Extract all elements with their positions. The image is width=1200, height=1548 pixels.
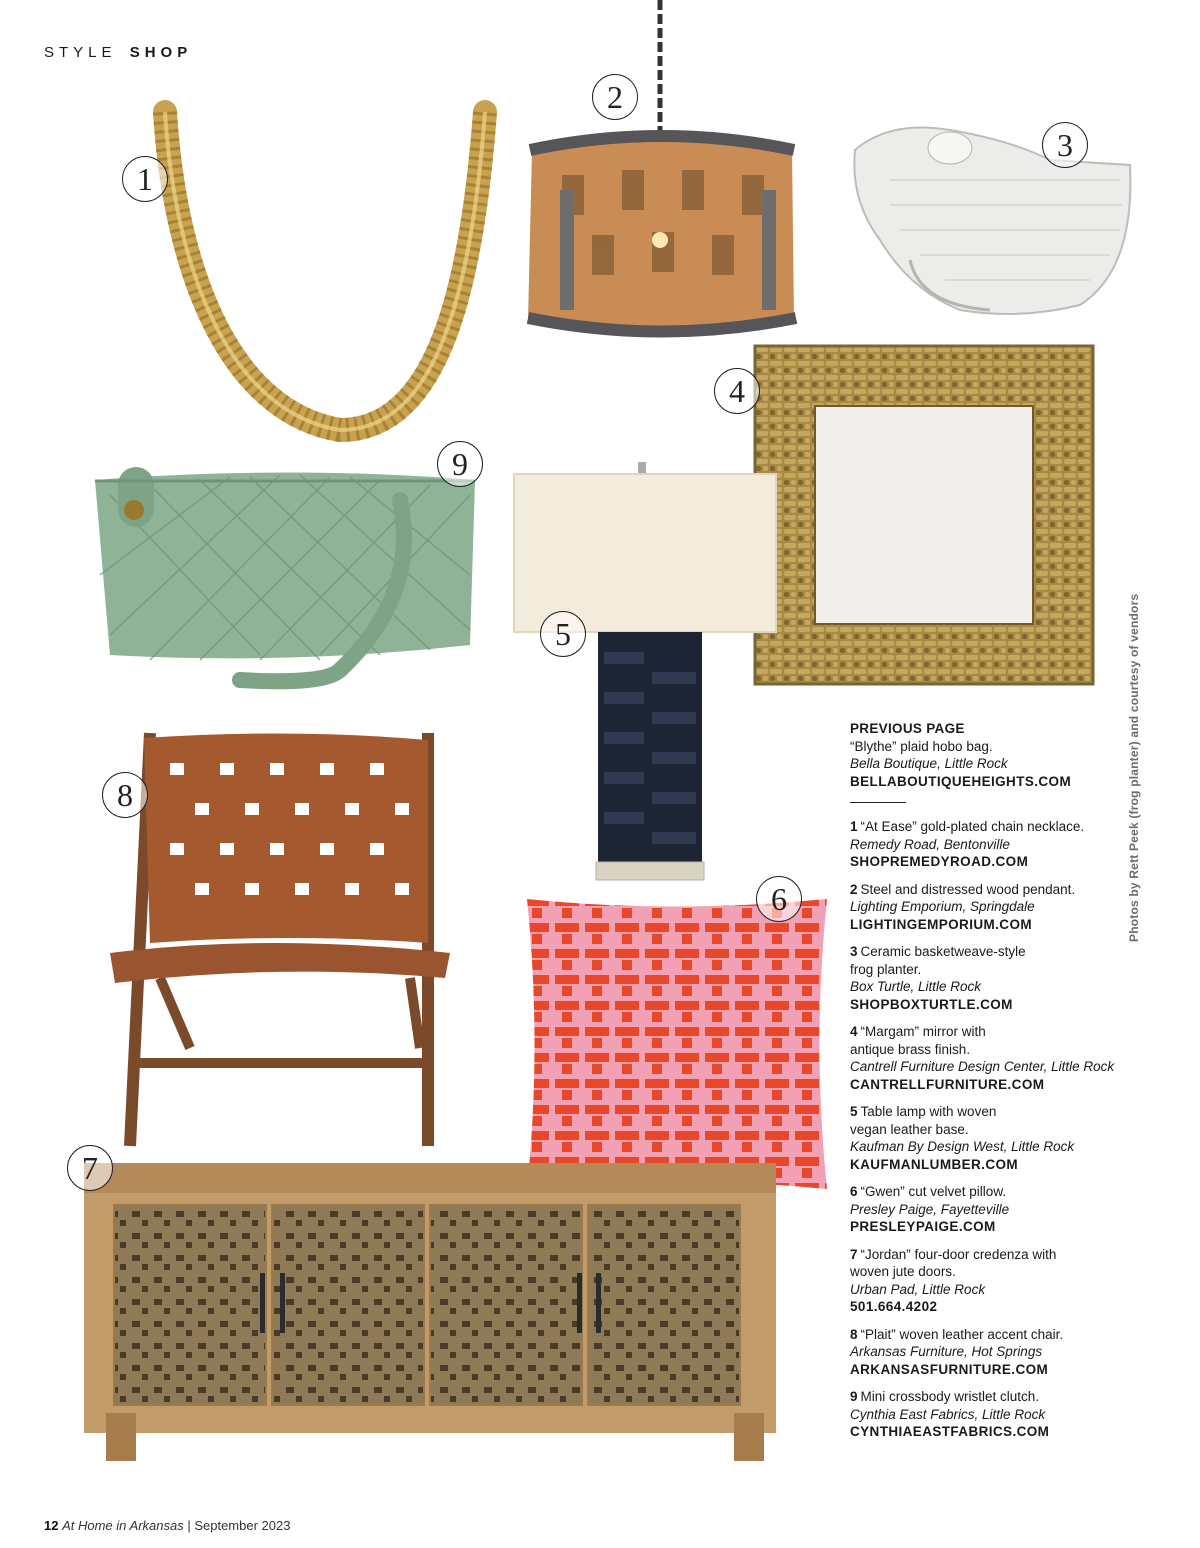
section-header xyxy=(44,44,192,61)
credit-number: 2 xyxy=(850,881,858,897)
credit-store: Cynthia East Fabrics, Little Rock xyxy=(850,1406,1046,1422)
item-number-badge: 9 xyxy=(437,441,483,487)
previous-page-store: Bella Boutique, Little Rock xyxy=(850,756,1008,771)
page-footer xyxy=(44,1518,290,1533)
item-number-badge: 1 xyxy=(122,156,168,202)
item-number-badge: 8 xyxy=(102,772,148,818)
issue-date: September 2023 xyxy=(194,1518,291,1533)
credit-description: “Gwen” cut velvet pillow. xyxy=(860,1184,1007,1199)
credit-url: PRESLEYPAIGE.COM xyxy=(850,1219,996,1234)
item-number-badge: 2 xyxy=(592,74,638,120)
credit-url: LIGHTINGEMPORIUM.COM xyxy=(850,916,1032,932)
credit-entry xyxy=(850,1246,1150,1316)
credit-description: “Plait” woven leather accent chair. xyxy=(860,1326,1064,1342)
credit-store: Box Turtle, Little Rock xyxy=(850,979,982,994)
credit-url: 501.664.4202 xyxy=(850,1299,938,1314)
credit-number: 8 xyxy=(850,1326,858,1342)
credit-entry xyxy=(850,881,1150,934)
credit-number: 9 xyxy=(850,1389,858,1404)
item-number-badge: 3 xyxy=(1042,122,1088,168)
credit-description: Steel and distressed wood pendant. xyxy=(860,881,1076,897)
credit-entry xyxy=(850,1183,1150,1236)
page-number: 12 xyxy=(44,1518,59,1533)
previous-page-item: “Blythe” plaid hobo bag. xyxy=(850,738,993,754)
previous-page-title: PREVIOUS PAGE xyxy=(850,721,965,736)
credit-entry xyxy=(850,1103,1150,1173)
photo-credit: Photos by Rett Peek (frog planter) and courtesy of vendors xyxy=(1127,593,1141,942)
footer-separator: | xyxy=(183,1518,195,1533)
credit-description: “Jordan” four-door credenza with woven jute doors. xyxy=(850,1246,1057,1279)
credit-url: KAUFMANLUMBER.COM xyxy=(850,1156,1019,1172)
section-label-light: STYLE xyxy=(44,44,117,61)
credit-entry xyxy=(850,1326,1150,1379)
item-number-badge: 7 xyxy=(67,1145,113,1191)
magazine-title: At Home in Arkansas xyxy=(62,1518,184,1533)
credit-description: “Margam” mirror with antique brass finish. xyxy=(850,1024,986,1057)
divider-rule xyxy=(850,802,906,803)
credit-store: Presley Paige, Fayetteville xyxy=(850,1201,1010,1217)
credit-number: 3 xyxy=(850,944,858,959)
chair-image xyxy=(110,728,450,1148)
item-number-badge: 4 xyxy=(714,368,760,414)
pendant-light-image xyxy=(522,0,802,330)
credit-store: Remedy Road, Bentonville xyxy=(850,836,1010,852)
credit-description: Ceramic basketweave-style frog planter. xyxy=(850,944,1026,977)
item-number-badge: 5 xyxy=(540,611,586,657)
credit-url: SHOPREMEDYROAD.COM xyxy=(850,854,1029,869)
credit-number: 6 xyxy=(850,1184,858,1199)
credenza-image xyxy=(84,1163,784,1463)
credit-store: Cantrell Furniture Design Center, Little Rock xyxy=(850,1059,1115,1074)
credit-store: Urban Pad, Little Rock xyxy=(850,1281,986,1297)
mirror-image xyxy=(755,346,1095,686)
credit-number: 4 xyxy=(850,1024,858,1039)
credit-number: 7 xyxy=(850,1246,858,1262)
previous-page-entry xyxy=(850,720,1150,790)
previous-page-url: BELLABOUTIQUEHEIGHTS.COM xyxy=(850,773,1072,789)
item-number-badge: 6 xyxy=(756,876,802,922)
credit-store: Arkansas Furniture, Hot Springs xyxy=(850,1344,1043,1359)
credit-number: 1 xyxy=(850,819,858,834)
credit-url: CANTRELLFURNITURE.COM xyxy=(850,1076,1045,1092)
credit-store: Kaufman By Design West, Little Rock xyxy=(850,1139,1075,1154)
credit-entry xyxy=(850,818,1150,871)
wristlet-image xyxy=(90,455,480,695)
credit-store: Lighting Emporium, Springdale xyxy=(850,899,1035,914)
product-credits xyxy=(850,720,1150,1451)
credit-description: Table lamp with woven vegan leather base. xyxy=(850,1104,997,1137)
credit-entry xyxy=(850,943,1050,1013)
credit-url: CYNTHIAEASTFABRICS.COM xyxy=(850,1424,1050,1439)
credit-entry xyxy=(850,1023,1150,1093)
section-label-bold: SHOP xyxy=(129,44,193,61)
credit-url: ARKANSASFURNITURE.COM xyxy=(850,1361,1049,1377)
frog-planter-image xyxy=(850,120,1140,320)
pillow-image xyxy=(522,894,832,1194)
credit-description: Mini crossbody wristlet clutch. xyxy=(860,1389,1040,1404)
credit-description: “At Ease” gold-plated chain necklace. xyxy=(860,819,1085,834)
credit-entry xyxy=(850,1388,1150,1441)
credit-url: SHOPBOXTURTLE.COM xyxy=(850,996,1013,1012)
credit-number: 5 xyxy=(850,1104,858,1119)
necklace-image xyxy=(150,112,490,442)
table-lamp-image xyxy=(512,462,782,892)
